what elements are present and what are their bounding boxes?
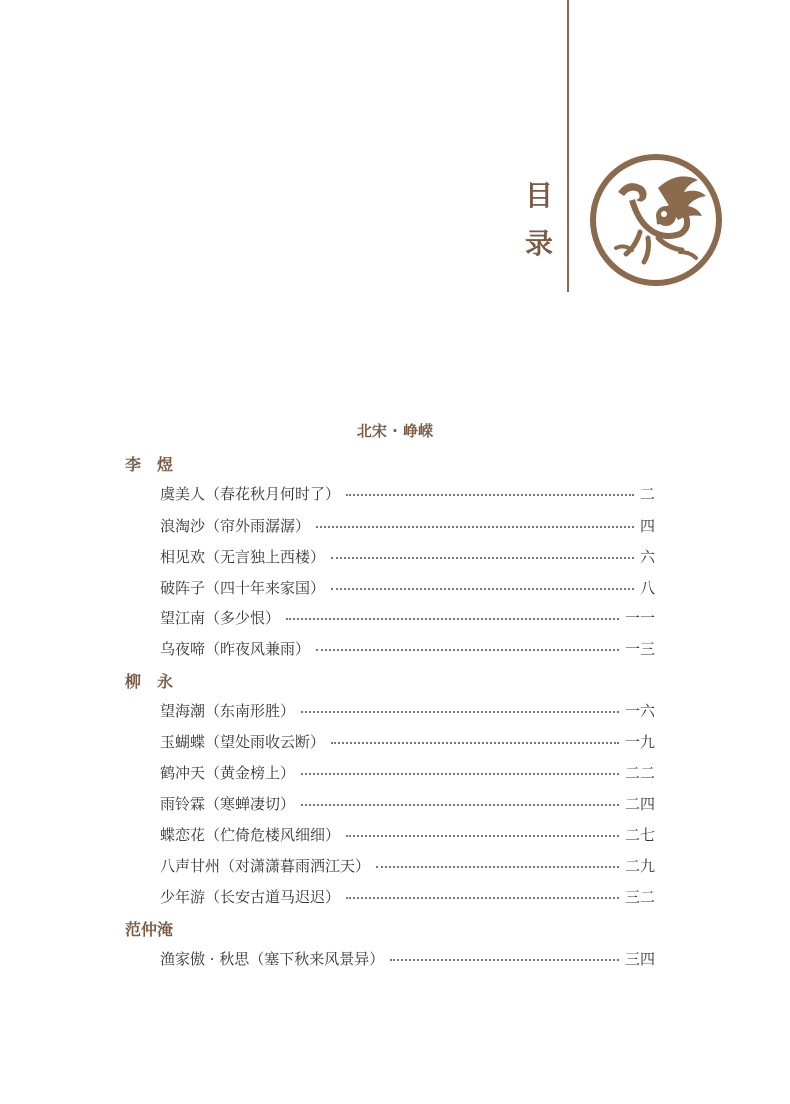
toc-leader-dots [331, 557, 634, 559]
toc-entry-title: 鹤冲天（黄金榜上） [160, 763, 296, 782]
toc-entry-page: 三二 [624, 887, 655, 906]
vertical-divider [567, 0, 569, 292]
toc-entry[interactable] [160, 545, 655, 567]
toc-entry[interactable] [160, 514, 655, 536]
toc-entry-page: 二四 [624, 794, 655, 813]
toc-entry-title: 雨铃霖（寒蝉凄切） [160, 794, 296, 813]
toc-entry-title: 虞美人（春花秋月何时了） [160, 484, 341, 503]
section-header: 北宋 · 峥嵘 [356, 422, 434, 440]
toc-entry-title: 少年游（长安古道马迟迟） [160, 887, 341, 906]
toc-entry-page: 三四 [624, 949, 655, 968]
toc-entry[interactable] [160, 885, 655, 907]
toc-leader-dots [390, 959, 619, 961]
toc-leader-dots [301, 804, 619, 806]
toc-entry-page: 六 [639, 547, 655, 566]
toc-entry-title: 渔家傲 · 秋思（塞下秋来风景异） [160, 949, 385, 968]
author-name: 柳 永 [125, 672, 174, 691]
toc-leader-dots [286, 618, 619, 620]
toc-entry-title: 望江南（多少恨） [160, 608, 281, 627]
author-name: 李 煜 [125, 455, 174, 474]
toc-entry-title: 望海潮（东南形胜） [160, 701, 296, 720]
toc-entry[interactable] [160, 761, 655, 783]
toc-entry-title: 乌夜啼（昨夜风兼雨） [160, 639, 311, 658]
toc-entry-title: 八声甘州（对潇潇暮雨洒江天） [160, 856, 371, 875]
toc-entry[interactable] [160, 576, 655, 598]
page-title-char-1: 目 [524, 179, 553, 212]
toc-leader-dots [316, 526, 634, 528]
toc-leader-dots [301, 773, 619, 775]
toc-entry[interactable] [160, 606, 655, 628]
toc-entry-page: 二 [639, 484, 655, 503]
toc-leader-dots [316, 649, 619, 651]
toc-entry-title: 相见欢（无言独上西楼） [160, 547, 326, 566]
toc-leader-dots [301, 711, 619, 713]
phoenix-medallion-icon [588, 152, 724, 288]
page-title-char-2: 录 [524, 227, 553, 260]
toc-leader-dots [331, 742, 619, 744]
toc-entry-title: 破阵子（四十年来家国） [160, 578, 326, 597]
author-name: 范仲淹 [125, 920, 174, 939]
toc-entry-page: 一六 [624, 701, 655, 720]
toc-entry[interactable] [160, 792, 655, 814]
toc-leader-dots [376, 866, 619, 868]
toc-entry-title: 玉蝴蝶（望处雨收云断） [160, 732, 326, 751]
toc-entry[interactable] [160, 947, 655, 969]
toc-entry[interactable] [160, 482, 655, 504]
toc-entry-page: 二七 [624, 825, 655, 844]
toc-entry-page: 一九 [624, 732, 655, 751]
toc-entry[interactable] [160, 637, 655, 659]
toc-entry[interactable] [160, 699, 655, 721]
toc-entry[interactable] [160, 730, 655, 752]
toc-entry[interactable] [160, 854, 655, 876]
toc-entry-title: 浪淘沙（帘外雨潺潺） [160, 516, 311, 535]
toc-leader-dots [346, 494, 634, 496]
toc-leader-dots [346, 835, 619, 837]
toc-entry-title: 蝶恋花（伫倚危楼风细细） [160, 825, 341, 844]
toc-entry-page: 一一 [624, 608, 655, 627]
toc-entry-page: 一三 [624, 639, 655, 658]
toc-entry-page: 八 [639, 578, 655, 597]
toc-entry-page: 二九 [624, 856, 655, 875]
toc-entry[interactable] [160, 823, 655, 845]
toc-leader-dots [331, 588, 634, 590]
toc-entry-page: 二二 [624, 763, 655, 782]
toc-entry-page: 四 [639, 516, 655, 535]
toc-leader-dots [346, 897, 619, 899]
